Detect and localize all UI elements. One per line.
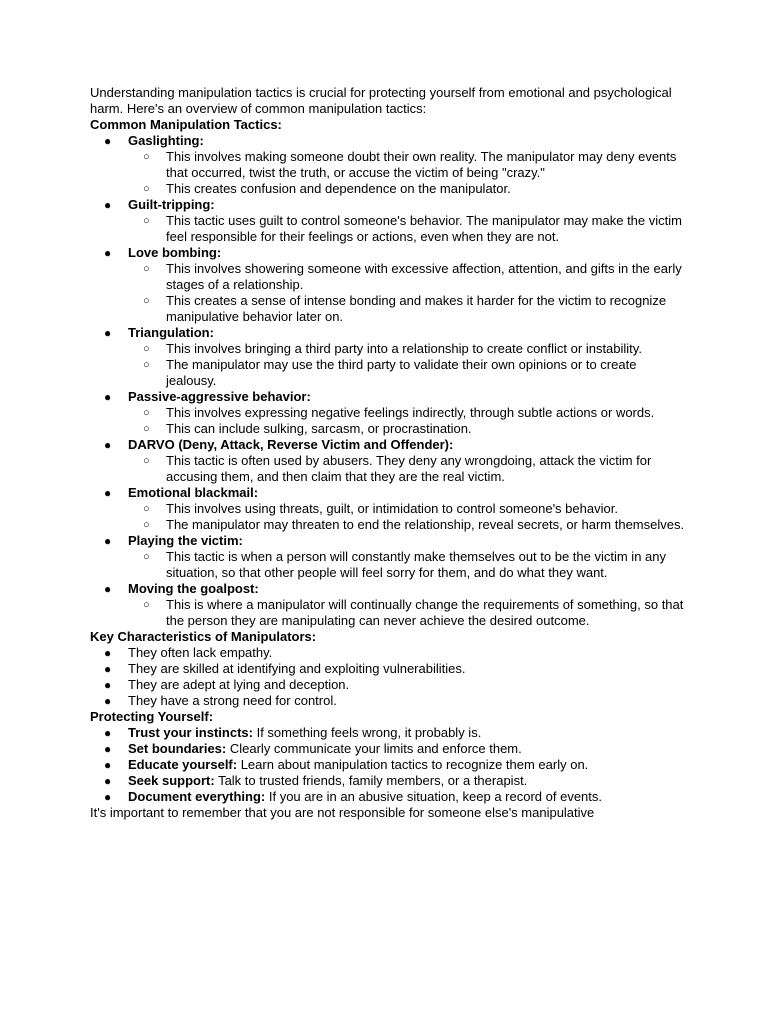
tactic-point (128, 453, 690, 485)
protecting-text: Learn about manipulation tactics to recognize them early on. (237, 757, 589, 772)
protecting-heading: Protecting Yourself: (90, 709, 214, 724)
protecting-text: If something feels wrong, it probably is. (252, 725, 482, 740)
tactics-list (90, 133, 690, 629)
tactic-point-text: This involves using threats, guilt, or intimidation to control someone's behavior. (166, 501, 618, 516)
bullet-icon: ● (104, 326, 112, 340)
bullet-icon: ● (104, 774, 112, 788)
circle-bullet-icon: ○ (143, 519, 150, 531)
tactic-points (128, 597, 690, 629)
bullet-icon: ● (104, 486, 112, 500)
tactic-points (128, 501, 690, 533)
tactic-title: Triangulation: (128, 325, 214, 340)
characteristic-item (90, 693, 690, 709)
circle-bullet-icon: ○ (143, 343, 150, 355)
tactic-point (128, 213, 690, 245)
tactic-points (128, 149, 690, 197)
bullet-icon: ● (104, 646, 112, 660)
tactic-point (128, 149, 690, 181)
tactic-point-text: This can include sulking, sarcasm, or procrastination. (166, 421, 472, 436)
circle-bullet-icon: ○ (143, 503, 150, 515)
bullet-icon: ● (104, 582, 112, 596)
circle-bullet-icon: ○ (143, 551, 150, 563)
tactic-title: Passive-aggressive behavior: (128, 389, 311, 404)
tactic-point-text: This tactic is often used by abusers. They deny any wrongdoing, attack the victim for accusing them, and then claim that they are the real victim. (166, 453, 652, 484)
tactic-point-text: This tactic uses guilt to control someone's behavior. The manipulator may make the victim feel responsible for their feelings or actions, even when they are not. (166, 213, 682, 244)
tactic-point-text: The manipulator may use the third party to validate their own opinions or to create jealousy. (166, 357, 637, 388)
protecting-item (90, 789, 690, 805)
tactic-point (128, 597, 690, 629)
bullet-icon: ● (104, 534, 112, 548)
characteristic-item (90, 677, 690, 693)
tactic-title: DARVO (Deny, Attack, Reverse Victim and Offender): (128, 437, 454, 452)
characteristic-item (90, 661, 690, 677)
tactic-point-text: This involves expressing negative feelings indirectly, through subtle actions or words. (166, 405, 655, 420)
tactic-point (128, 421, 690, 437)
tactic-item (90, 533, 690, 581)
circle-bullet-icon: ○ (143, 599, 150, 611)
circle-bullet-icon: ○ (143, 183, 150, 195)
tactic-title: Guilt-tripping: (128, 197, 215, 212)
tactics-heading: Common Manipulation Tactics: (90, 117, 282, 132)
bullet-icon: ● (104, 662, 112, 676)
characteristic-text: They have a strong need for control. (128, 693, 337, 708)
characteristic-text: They often lack empathy. (128, 645, 273, 660)
bullet-icon: ● (104, 726, 112, 740)
protecting-label: Seek support: (128, 773, 215, 788)
tactic-point-text: This involves bringing a third party into a relationship to create conflict or instability. (166, 341, 642, 356)
tactic-point-text: This creates a sense of intense bonding and makes it harder for the victim to recognize manipulative behavior later on. (166, 293, 667, 324)
tactic-item (90, 581, 690, 629)
protecting-item (90, 741, 690, 757)
circle-bullet-icon: ○ (143, 295, 150, 307)
tactic-item (90, 133, 690, 197)
characteristics-list (90, 645, 690, 709)
tactic-point (128, 517, 690, 533)
protecting-text: If you are in an abusive situation, keep a record of events. (265, 789, 603, 804)
bullet-icon: ● (104, 390, 112, 404)
circle-bullet-icon: ○ (143, 151, 150, 163)
bullet-icon: ● (104, 790, 112, 804)
bullet-icon: ● (104, 678, 112, 692)
tactic-point (128, 549, 690, 581)
tactic-points (128, 261, 690, 325)
tactic-point-text: The manipulator may threaten to end the relationship, reveal secrets, or harm themselves. (166, 517, 685, 532)
bullet-icon: ● (104, 742, 112, 756)
tactic-point (128, 501, 690, 517)
tactic-points (128, 549, 690, 581)
tactic-point-text: This involves making someone doubt their own reality. The manipulator may deny events that occurred, twist the truth, or accuse the victim of being "crazy." (166, 149, 677, 180)
circle-bullet-icon: ○ (143, 215, 150, 227)
protecting-item (90, 773, 690, 789)
document-body (90, 85, 690, 821)
circle-bullet-icon: ○ (143, 263, 150, 275)
bullet-icon: ● (104, 438, 112, 452)
tactic-points (128, 341, 690, 389)
tactic-title: Love bombing: (128, 245, 222, 260)
tactic-item (90, 389, 690, 437)
characteristic-text: They are adept at lying and deception. (128, 677, 350, 692)
tactic-item (90, 197, 690, 245)
tactic-point (128, 181, 690, 197)
tactic-item (90, 437, 690, 485)
tactic-point-text: This is where a manipulator will continually change the requirements of something, so that the person they are manipulating can never achieve the desired outcome. (166, 597, 684, 628)
protecting-text: Talk to trusted friends, family members, or a therapist. (214, 773, 528, 788)
tactic-title: Moving the goalpost: (128, 581, 259, 596)
circle-bullet-icon: ○ (143, 423, 150, 435)
intro-paragraph: Understanding manipulation tactics is crucial for protecting yourself from emotional and psychological harm. Here's an overview of common manipulation tactics: (90, 85, 672, 116)
tactic-point (128, 405, 690, 421)
characteristic-item (90, 645, 690, 661)
tactic-point-text: This tactic is when a person will constantly make themselves out to be the victim in any situation, so that other people will feel sorry for them, and do what they want. (166, 549, 666, 580)
tactic-item (90, 325, 690, 389)
tactic-point-text: This creates confusion and dependence on the manipulator. (166, 181, 511, 196)
tactic-point (128, 293, 690, 325)
protecting-text: Clearly communicate your limits and enforce them. (226, 741, 522, 756)
tactic-point (128, 341, 690, 357)
circle-bullet-icon: ○ (143, 407, 150, 419)
bullet-icon: ● (104, 694, 112, 708)
tactic-point-text: This involves showering someone with excessive affection, attention, and gifts in the early stages of a relationship. (166, 261, 682, 292)
protecting-item (90, 757, 690, 773)
tactic-point (128, 261, 690, 293)
tactic-points (128, 453, 690, 485)
tactic-points (128, 405, 690, 437)
tactic-title: Playing the victim: (128, 533, 243, 548)
protecting-label: Educate yourself: (128, 757, 238, 772)
circle-bullet-icon: ○ (143, 455, 150, 467)
tactic-title: Gaslighting: (128, 133, 204, 148)
tactic-title: Emotional blackmail: (128, 485, 259, 500)
closing-paragraph: It's important to remember that you are not responsible for someone else's manipulative (90, 805, 595, 820)
protecting-label: Set boundaries: (128, 741, 227, 756)
protecting-item (90, 725, 690, 741)
tactic-item (90, 485, 690, 533)
tactic-point (128, 357, 690, 389)
protecting-label: Trust your instincts: (128, 725, 253, 740)
characteristics-heading: Key Characteristics of Manipulators: (90, 629, 317, 644)
characteristic-text: They are skilled at identifying and exploiting vulnerabilities. (128, 661, 466, 676)
tactic-item (90, 245, 690, 325)
bullet-icon: ● (104, 246, 112, 260)
bullet-icon: ● (104, 134, 112, 148)
bullet-icon: ● (104, 758, 112, 772)
tactic-points (128, 213, 690, 245)
bullet-icon: ● (104, 198, 112, 212)
protecting-label: Document everything: (128, 789, 266, 804)
protecting-list (90, 725, 690, 805)
circle-bullet-icon: ○ (143, 359, 150, 371)
